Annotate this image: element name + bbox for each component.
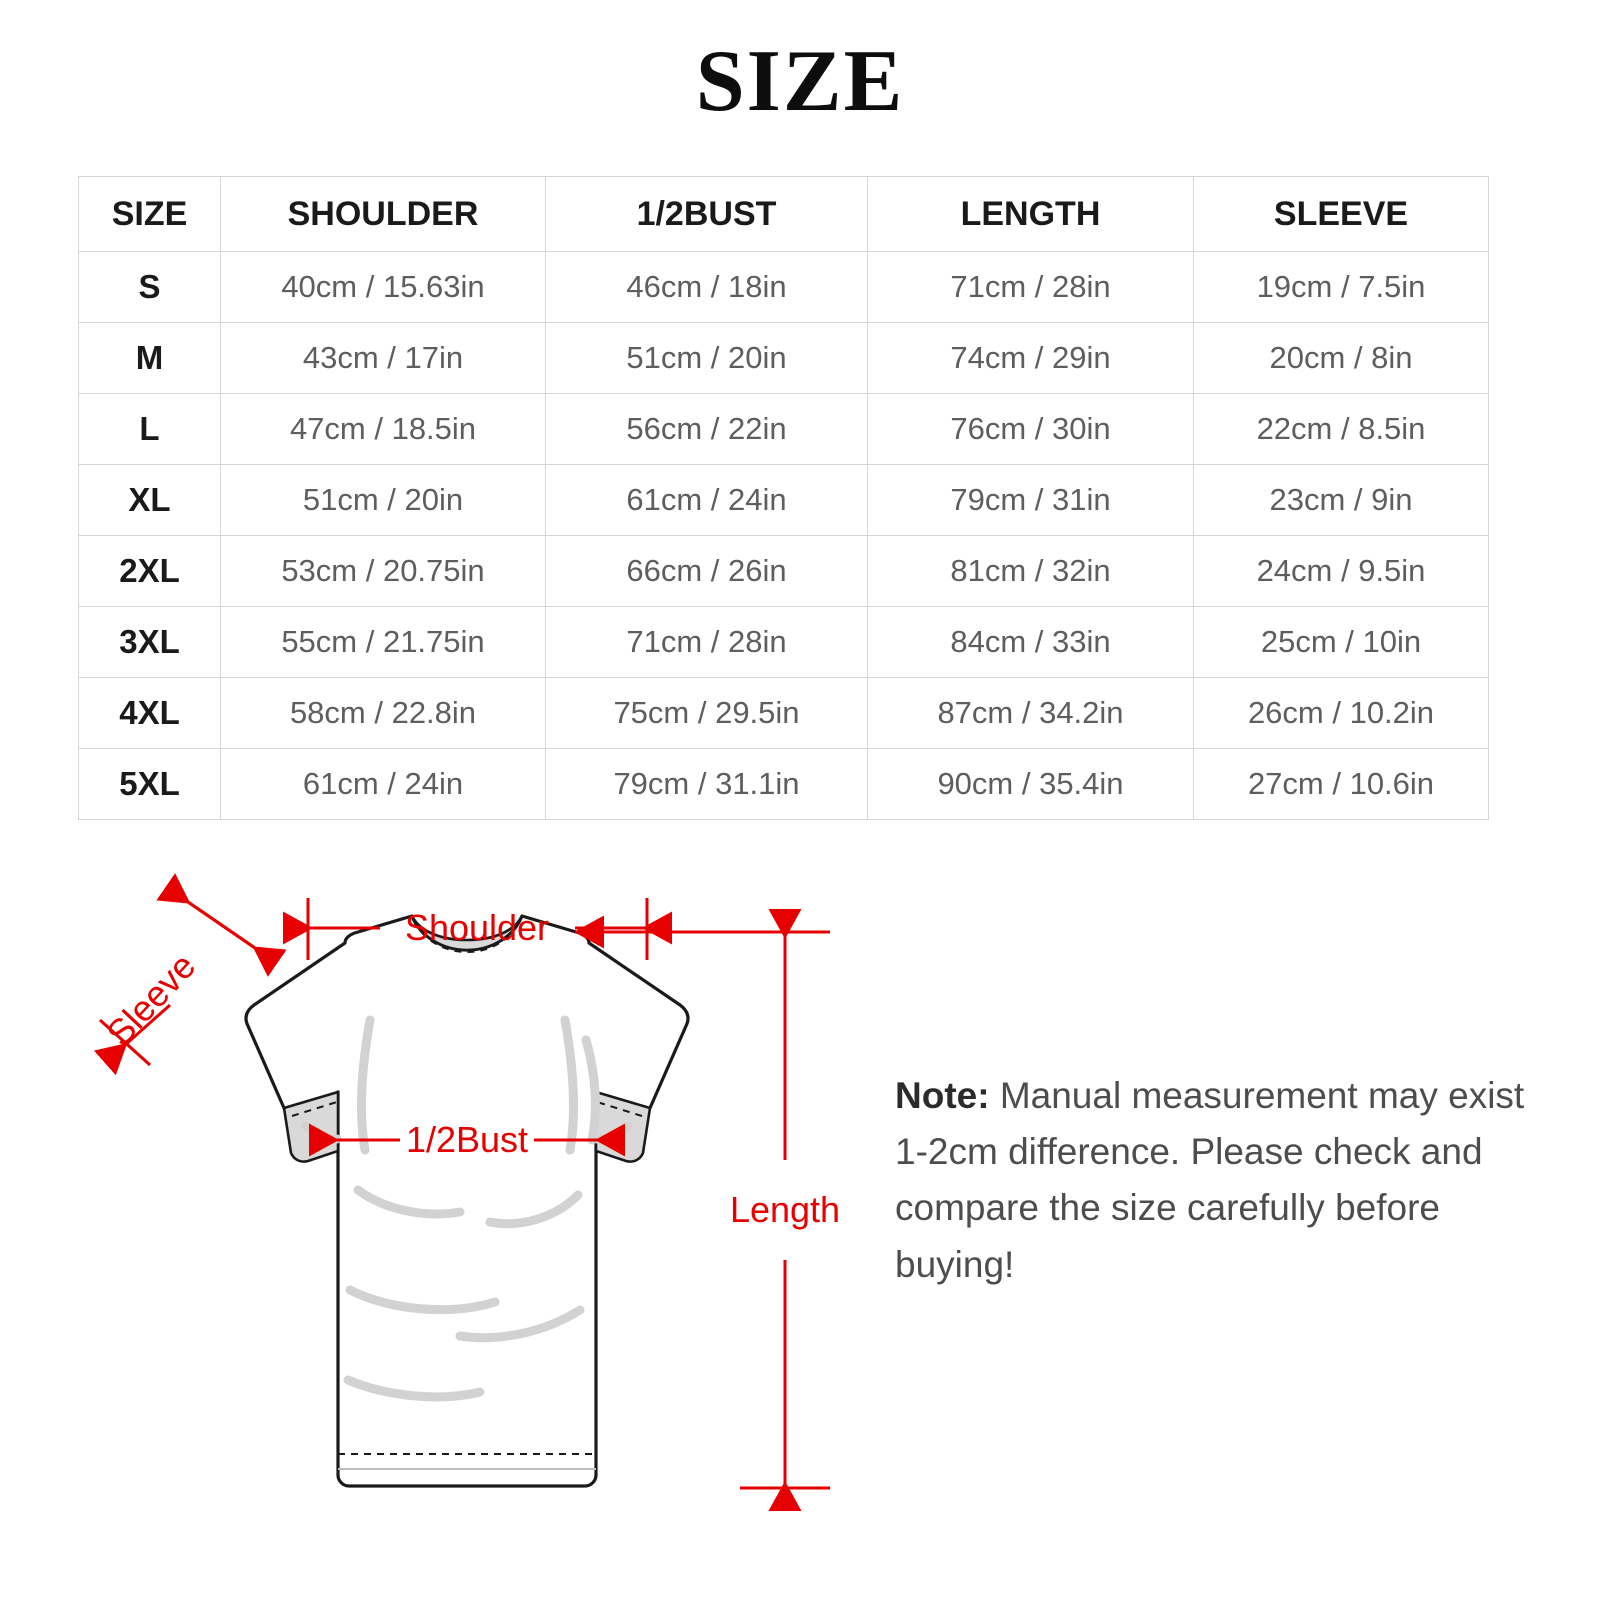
cell-bust: 46cm / 18in	[546, 252, 868, 323]
note-text: Manual measurement may exist 1-2cm difference. Please check and compare the size carefully before buying!	[895, 1075, 1525, 1285]
cell-bust: 75cm / 29.5in	[546, 678, 868, 749]
cell-bust: 79cm / 31.1in	[546, 749, 868, 820]
cell-sleeve: 24cm / 9.5in	[1194, 536, 1489, 607]
cell-size: XL	[79, 465, 221, 536]
cell-sleeve: 25cm / 10in	[1194, 607, 1489, 678]
tshirt-illustration	[40, 840, 880, 1600]
cell-size: 4XL	[79, 678, 221, 749]
cell-length: 81cm / 32in	[868, 536, 1194, 607]
cell-sleeve: 20cm / 8in	[1194, 323, 1489, 394]
bust-label: 1/2Bust	[405, 1119, 529, 1160]
table-row	[79, 394, 1489, 465]
cell-bust: 66cm / 26in	[546, 536, 868, 607]
table-row	[79, 607, 1489, 678]
table-header-row	[79, 177, 1489, 252]
cell-shoulder: 40cm / 15.63in	[221, 252, 546, 323]
column-header-size: SIZE	[79, 177, 221, 252]
shoulder-label: Shoulder	[404, 907, 550, 948]
cell-shoulder: 43cm / 17in	[221, 323, 546, 394]
table-row	[79, 465, 1489, 536]
cell-length: 87cm / 34.2in	[868, 678, 1194, 749]
column-header-bust: 1/2BUST	[546, 177, 868, 252]
page-title: SIZE	[695, 33, 905, 130]
cell-shoulder: 61cm / 24in	[221, 749, 546, 820]
cell-size: 2XL	[79, 536, 221, 607]
cell-length: 74cm / 29in	[868, 323, 1194, 394]
cell-shoulder: 51cm / 20in	[221, 465, 546, 536]
table-row	[79, 749, 1489, 820]
cell-shoulder: 55cm / 21.75in	[221, 607, 546, 678]
cell-length: 79cm / 31in	[868, 465, 1194, 536]
measurement-diagram	[0, 840, 1600, 1600]
cell-bust: 56cm / 22in	[546, 394, 868, 465]
cell-length: 71cm / 28in	[868, 252, 1194, 323]
note-label: Note:	[895, 1075, 990, 1116]
cell-bust: 51cm / 20in	[546, 323, 868, 394]
size-chart-table	[78, 176, 1489, 820]
cell-size: M	[79, 323, 221, 394]
sleeve-label: Sleeve	[98, 945, 204, 1054]
note-block	[895, 1068, 1535, 1293]
column-header-sleeve: SLEEVE	[1194, 177, 1489, 252]
cell-length: 76cm / 30in	[868, 394, 1194, 465]
table-row	[79, 323, 1489, 394]
column-header-shoulder: SHOULDER	[221, 177, 546, 252]
cell-bust: 71cm / 28in	[546, 607, 868, 678]
cell-shoulder: 58cm / 22.8in	[221, 678, 546, 749]
cell-sleeve: 19cm / 7.5in	[1194, 252, 1489, 323]
cell-sleeve: 23cm / 9in	[1194, 465, 1489, 536]
length-label: Length	[729, 1189, 841, 1230]
cell-shoulder: 47cm / 18.5in	[221, 394, 546, 465]
cell-bust: 61cm / 24in	[546, 465, 868, 536]
tshirt-body	[246, 916, 688, 1486]
column-header-length: LENGTH	[868, 177, 1194, 252]
cell-sleeve: 26cm / 10.2in	[1194, 678, 1489, 749]
table-row	[79, 536, 1489, 607]
cell-sleeve: 27cm / 10.6in	[1194, 749, 1489, 820]
table-row	[79, 678, 1489, 749]
cell-shoulder: 53cm / 20.75in	[221, 536, 546, 607]
cell-size: 5XL	[79, 749, 221, 820]
table-row	[79, 252, 1489, 323]
cell-length: 84cm / 33in	[868, 607, 1194, 678]
cell-length: 90cm / 35.4in	[868, 749, 1194, 820]
cell-sleeve: 22cm / 8.5in	[1194, 394, 1489, 465]
cell-size: S	[79, 252, 221, 323]
cell-size: L	[79, 394, 221, 465]
cell-size: 3XL	[79, 607, 221, 678]
